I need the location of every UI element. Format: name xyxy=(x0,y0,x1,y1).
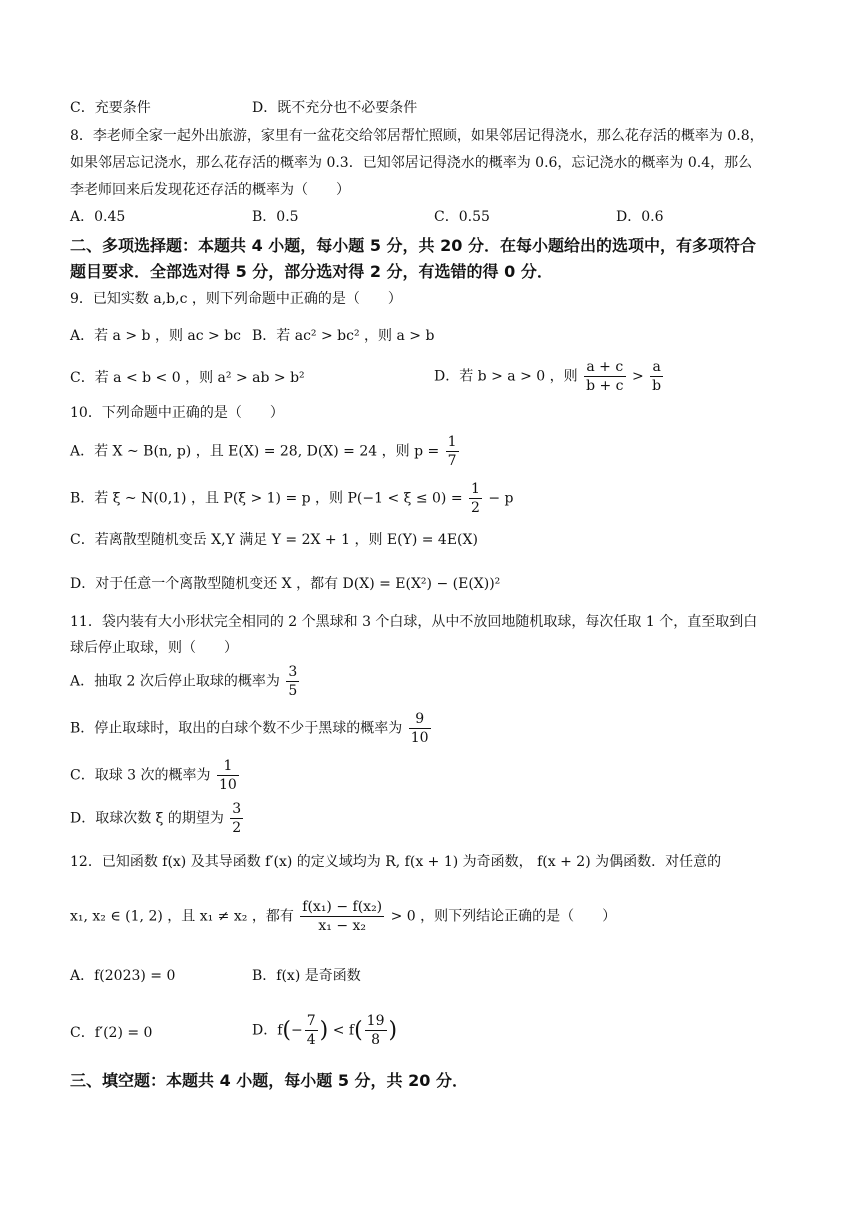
q12-option-d-denominator1: 4 xyxy=(306,1032,316,1048)
q11-option-c xyxy=(70,757,241,794)
q12-option-a: A．f(2023) = 0 xyxy=(70,968,176,984)
q12-stem-line1: 12．已知函数 f(x) 及其导函数 f′(x) 的定义域均为 R, f(x + 1) 为奇函数， f(x + 2) 为偶函数．对任意的 xyxy=(70,854,722,870)
q11-stem-line1: 11．袋内装有大小形状完全相同的 2 个黑球和 3 个白球，从中不放回地随机取球，每次任取 1 个，直至取到白 xyxy=(70,614,758,630)
q10-option-a-text: A．若 X ~ B(n, p) ，且 E(X) = 28, D(X) = 24 ，则 p = xyxy=(70,443,440,460)
q10-option-b-text: B．若 ξ ~ N(0,1) ，且 P(ξ > 1) = p ，则 P(−1 < ξ ≤ 0) = xyxy=(70,490,463,507)
q12-stem-denominator: x₁ − x₂ xyxy=(318,918,367,934)
q10-option-a-fraction xyxy=(446,433,459,470)
section2-heading-line1: 二、多项选择题：本题共 4 小题，每小题 5 分，共 20 分．在每小题给出的选项中，有多项符合 xyxy=(70,236,756,255)
q12-option-d-fraction1 xyxy=(305,1012,318,1049)
q10-option-a-numerator: 1 xyxy=(447,434,457,450)
q11-option-d-denominator: 2 xyxy=(232,820,242,836)
q11-option-b-fraction xyxy=(409,710,431,747)
q11-option-c-numerator: 1 xyxy=(217,757,239,776)
q10-option-c: C．若离散型随机变岳 X,Y 满足 Y = 2X + 1 ，则 E(Y) = 4E(X) xyxy=(70,532,478,548)
q12-stem-line2-suffix: > 0 ，则下列结论正确的是（ ） xyxy=(390,908,617,925)
q10-option-b-suffix: − p xyxy=(488,490,514,507)
q9-option-a: A．若 a > b ，则 ac > bc xyxy=(70,328,242,344)
q12-option-d-fraction2 xyxy=(365,1012,387,1049)
q12-stem-fraction xyxy=(300,898,384,935)
q12-option-d: D．f(− $\frac{7}{4}$ ) < f( $\frac{19}{8}$ ) xyxy=(252,1013,398,1048)
q11-option-d xyxy=(70,800,245,837)
q9-option-d xyxy=(434,358,665,395)
section3-heading: 三、填空题：本题共 4 小题，每小题 5 分，共 20 分． xyxy=(70,1071,468,1090)
q8-stem-line3: 李老师回来后发现花还存活的概率为（ ） xyxy=(70,182,350,198)
q8-option-a: A．0.45 xyxy=(70,209,126,225)
q11-option-c-denominator: 10 xyxy=(218,777,237,793)
q9-option-d-numerator: a + c xyxy=(584,358,625,377)
q10-option-b-numerator: 1 xyxy=(471,481,480,497)
q10-option-b-denominator: 2 xyxy=(471,500,480,516)
q11-option-d-text: D．取球次数 ξ 的期望为 xyxy=(70,810,224,827)
q11-option-a-text: A．抽取 2 次后停止取球的概率为 xyxy=(70,673,280,690)
q12-stem-line2 xyxy=(70,898,616,935)
q9-option-d-denominator: b + c xyxy=(586,378,624,394)
q11-option-b-denominator: 10 xyxy=(410,730,429,746)
q12-option-d-denominator2: 8 xyxy=(371,1032,381,1048)
q9-option-d-gt: > xyxy=(631,368,644,385)
q12-stem-line2-prefix: x₁, x₂ ∈ (1, 2) ，且 x₁ ≠ x₂ ，都有 xyxy=(70,908,294,925)
q11-option-d-fraction xyxy=(230,800,243,837)
q9-option-c: C．若 a < b < 0 ，则 a² > ab > b² xyxy=(70,370,305,386)
q11-option-c-text: C．取球 3 次的概率为 xyxy=(70,767,211,784)
q10-option-a xyxy=(70,433,461,470)
section2-heading-line2: 题目要求．全部选对得 5 分，部分选对得 2 分，有选错的得 0 分． xyxy=(70,262,553,281)
q10-option-b xyxy=(70,480,514,517)
q8-stem-line2: 如果邻居忘记浇水，那么花存活的概率为 0.3．已知邻居记得浇水的概率为 0.6，忘记浇水的概率为 0.4，那么 xyxy=(70,155,753,171)
q12-option-c: C．f′(2) = 0 xyxy=(70,1025,153,1041)
q8-option-d: D．0.6 xyxy=(616,209,664,225)
q11-option-a-denominator: 5 xyxy=(288,683,298,699)
q12-option-b: B．f(x) 是奇函数 xyxy=(252,968,361,984)
q9-stem: 9．已知实数 a,b,c ，则下列命题中正确的是（ ） xyxy=(70,291,402,307)
q12-option-d-numerator1: 7 xyxy=(306,1013,316,1029)
q10-option-b-fraction xyxy=(469,480,482,517)
q11-stem-line2: 球后停止取球，则（ ） xyxy=(70,640,238,656)
q9-option-d-fraction xyxy=(584,358,625,395)
q11-option-a xyxy=(70,663,301,700)
q8-option-c: C．0.55 xyxy=(434,209,490,225)
q11-option-b-text: B．停止取球时，取出的白球个数不少于黑球的概率为 xyxy=(70,720,403,737)
q11-option-a-numerator: 3 xyxy=(288,664,298,680)
q10-option-a-denominator: 7 xyxy=(447,453,457,469)
q9-option-d-fraction2 xyxy=(650,358,663,395)
q10-option-d: D．对于任意一个离散型随机变还 X ，都有 D(X) = E(X²) − (E(X))² xyxy=(70,576,501,592)
q8-option-b: B．0.5 xyxy=(252,209,299,225)
q9-option-d-numerator2: a xyxy=(650,358,663,377)
q9-option-d-denominator2: b xyxy=(652,378,662,394)
q7-option-c: C．充要条件 xyxy=(70,100,151,116)
q11-option-b xyxy=(70,710,433,747)
q9-option-d-prefix: D．若 b > a > 0 ，则 xyxy=(434,368,578,385)
q11-option-d-numerator: 3 xyxy=(232,801,242,817)
q8-stem-line1: 8．李老师全家一起外出旅游，家里有一盆花交给邻居帮忙照顾，如果邻居记得浇水，那么花存活的概率为 0.8， xyxy=(70,128,764,144)
q12-option-d-prefix: D．f xyxy=(252,1022,283,1039)
q10-stem: 10．下列命题中正确的是（ ） xyxy=(70,405,284,421)
q9-option-b: B．若 ac² > bc² ，则 a > b xyxy=(252,328,435,344)
q12-stem-numerator: f(x₁) − f(x₂) xyxy=(302,899,383,915)
q11-option-b-numerator: 9 xyxy=(409,710,431,729)
q12-option-d-mid: < f xyxy=(332,1022,355,1039)
q11-option-a-fraction xyxy=(286,663,299,700)
q7-option-d: D．既不充分也不必要条件 xyxy=(252,100,418,116)
q12-option-d-numerator2: 19 xyxy=(366,1013,385,1029)
q11-option-c-fraction xyxy=(217,757,239,794)
